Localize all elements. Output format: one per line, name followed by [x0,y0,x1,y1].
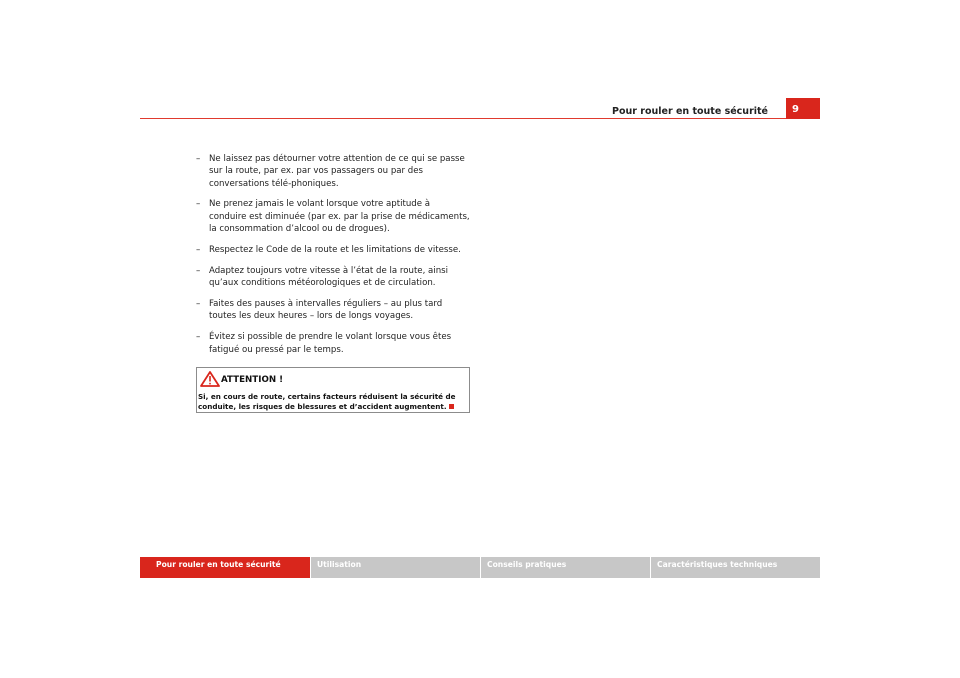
list-item [196,198,470,235]
dash-bullet: – [196,244,201,255]
list-item [196,244,470,256]
dash-bullet: – [196,154,201,164]
list-item [196,153,470,190]
list-item-text: Évitez si possible de prendre le volant lorsque vous êtes fatigué ou pressé par le temps. [209,332,452,355]
warning-title: ATTENTION ! [221,375,284,385]
list-item [196,298,470,323]
warning-body: Si, en cours de route, certains facteurs réduisent la sécurité de conduite, les risques de blessures et d’accident augmentent. [198,392,456,411]
instruction-list [196,153,470,364]
tab-utilisation[interactable]: Utilisation [310,557,480,578]
warning-text [197,392,468,412]
list-item-text: Adaptez toujours votre vitesse à l’état de la route, ainsi qu’aux conditions météorologiques et de circulation. [209,265,449,289]
list-item-text: Ne laissez pas détourner votre attention de ce qui se passe sur la route, par ex. par vos passagers ou par des conversations télé-phoniques. [209,154,465,189]
end-marker-icon [449,404,454,409]
warning-box [196,367,470,413]
page-number-badge [786,98,820,119]
footer-tabs [140,557,820,578]
tab-caracteristiques-techniques[interactable]: Caractéristiques techniques [650,557,820,578]
page-header-title: Pour rouler en toute sécurité [612,106,768,117]
tab-conseils-pratiques[interactable]: Conseils pratiques [480,557,650,578]
dash-bullet: – [196,199,201,210]
warning-triangle-icon [200,371,220,387]
dash-bullet: – [196,265,201,276]
tab-pour-rouler[interactable]: Pour rouler en toute sécurité [140,557,310,578]
dash-bullet: – [196,299,201,310]
list-item-text: Ne prenez jamais le volant lorsque votre aptitude à conduire est diminuée (par ex. par la prise de médicaments, la consommation d’alcool ou de drogues). [209,199,470,235]
list-item [196,265,470,290]
page-number: 9 [792,104,799,115]
list-item-text: Respectez le Code de la route et les limitations de vitesse. [209,244,461,255]
header-rule [140,118,820,119]
dash-bullet: – [196,332,201,343]
list-item [196,331,470,356]
list-item-text: Faites des pauses à intervalles réguliers – au plus tard toutes les deux heures – lors de longs voyages. [209,299,443,322]
